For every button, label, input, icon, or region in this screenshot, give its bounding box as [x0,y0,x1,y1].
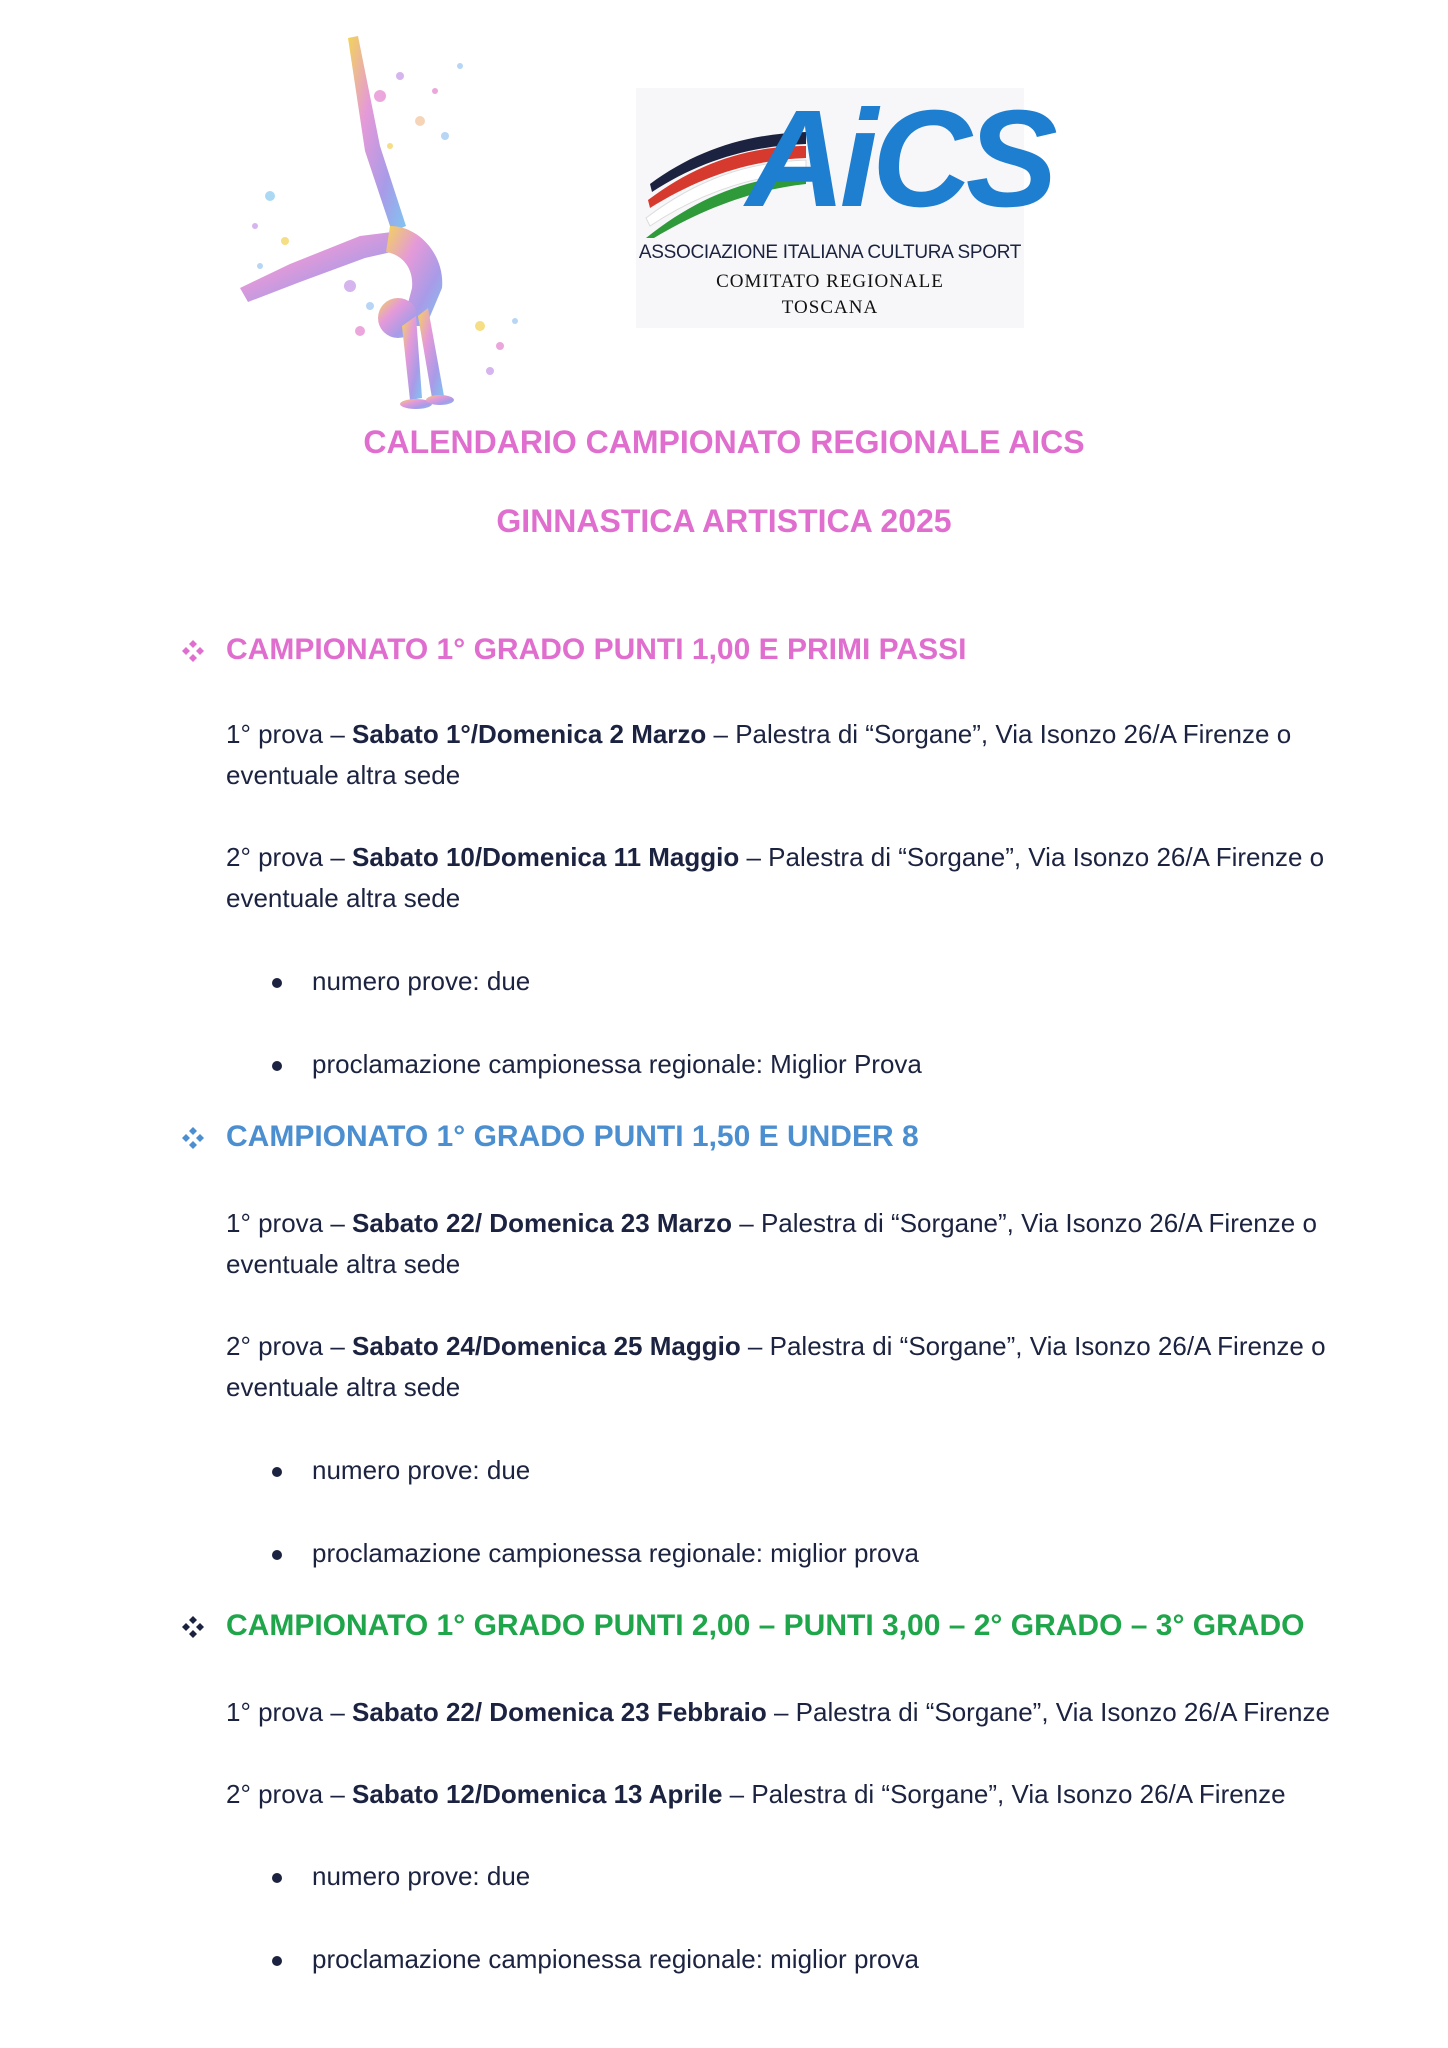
aics-brand-text: AiCS [746,82,1052,236]
document-title-line-2: GINNASTICA ARTISTICA 2025 [496,503,952,539]
list-item-text: proclamazione campionessa regionale: Miglior Prova [312,1049,922,1079]
prova-date: Sabato 10/Domenica 11 Maggio [352,842,740,872]
prova-venue: – Palestra di “Sorgane”, Via Isonzo 26/A Firenze [766,1697,1330,1727]
bullet-dot-icon [272,1550,282,1560]
prova-entry [226,1326,1356,1408]
diamond-bullet-icon [182,1127,204,1149]
prova-entry [226,1692,1356,1733]
aics-logo [636,82,1052,328]
prova-venue: – Palestra di “Sorgane”, Via Isonzo 26/A Firenze o eventuale altra sede [226,1208,1317,1279]
bullet-dot-icon [272,1061,282,1071]
association-name: ASSOCIAZIONE ITALIANA CULTURA SPORT [638,242,1022,263]
gymnast-illustration [230,26,630,416]
prova-entry [226,714,1356,796]
prova-date: Sabato 12/Domenica 13 Aprile [352,1779,723,1809]
prova-label: 2° prova – [226,1779,353,1809]
prova-date: Sabato 22/ Domenica 23 Marzo [352,1208,733,1238]
bullet-dot-icon [272,978,282,988]
prova-venue: – Palestra di “Sorgane”, Via Isonzo 26/A Firenze o eventuale altra sede [226,1331,1326,1402]
prova-date: Sabato 22/ Domenica 23 Febbraio [352,1697,767,1727]
document-title-line-1: CALENDARIO CAMPIONATO REGIONALE AICS [363,424,1085,460]
section-heading-text: CAMPIONATO 1° GRADO PUNTI 2,00 – PUNTI 3,00 – 2° GRADO – 3° GRADO [226,1609,1305,1642]
committee-line-2: TOSCANA [781,297,879,318]
prova-venue: – Palestra di “Sorgane”, Via Isonzo 26/A Firenze o eventuale altra sede [226,719,1292,790]
list-item-text: numero prove: due [312,1861,531,1891]
prova-entry [226,1774,1356,1815]
prova-venue: – Palestra di “Sorgane”, Via Isonzo 26/A Firenze [722,1779,1286,1809]
prova-label: 1° prova – [226,1697,353,1727]
prova-date: Sabato 24/Domenica 25 Maggio [352,1331,741,1361]
bullet-dot-icon [272,1956,282,1966]
list-item-text: proclamazione campionessa regionale: miglior prova [312,1538,919,1568]
prova-entry [226,1203,1356,1285]
prova-date: Sabato 1°/Domenica 2 Marzo [352,719,707,749]
committee-line-1: COMITATO REGIONALE [716,271,944,292]
prova-label: 1° prova – [226,1208,353,1238]
section-heading-text: CAMPIONATO 1° GRADO PUNTI 1,00 E PRIMI PASSI [226,633,967,666]
bullet-dot-icon [272,1467,282,1477]
section-heading-text: CAMPIONATO 1° GRADO PUNTI 1,50 E UNDER 8 [226,1120,919,1153]
bullet-dot-icon [272,1873,282,1883]
prova-entry [226,837,1356,919]
prova-label: 2° prova – [226,1331,353,1361]
list-item-text: numero prove: due [312,966,531,996]
prova-label: 1° prova – [226,719,353,749]
list-item-text: proclamazione campionessa regionale: miglior prova [312,1944,919,1974]
list-item-text: numero prove: due [312,1455,531,1485]
diamond-bullet-icon [182,1616,204,1638]
diamond-bullet-icon [182,640,204,662]
prova-venue: – Palestra di “Sorgane”, Via Isonzo 26/A Firenze o eventuale altra sede [226,842,1325,913]
prova-label: 2° prova – [226,842,353,872]
